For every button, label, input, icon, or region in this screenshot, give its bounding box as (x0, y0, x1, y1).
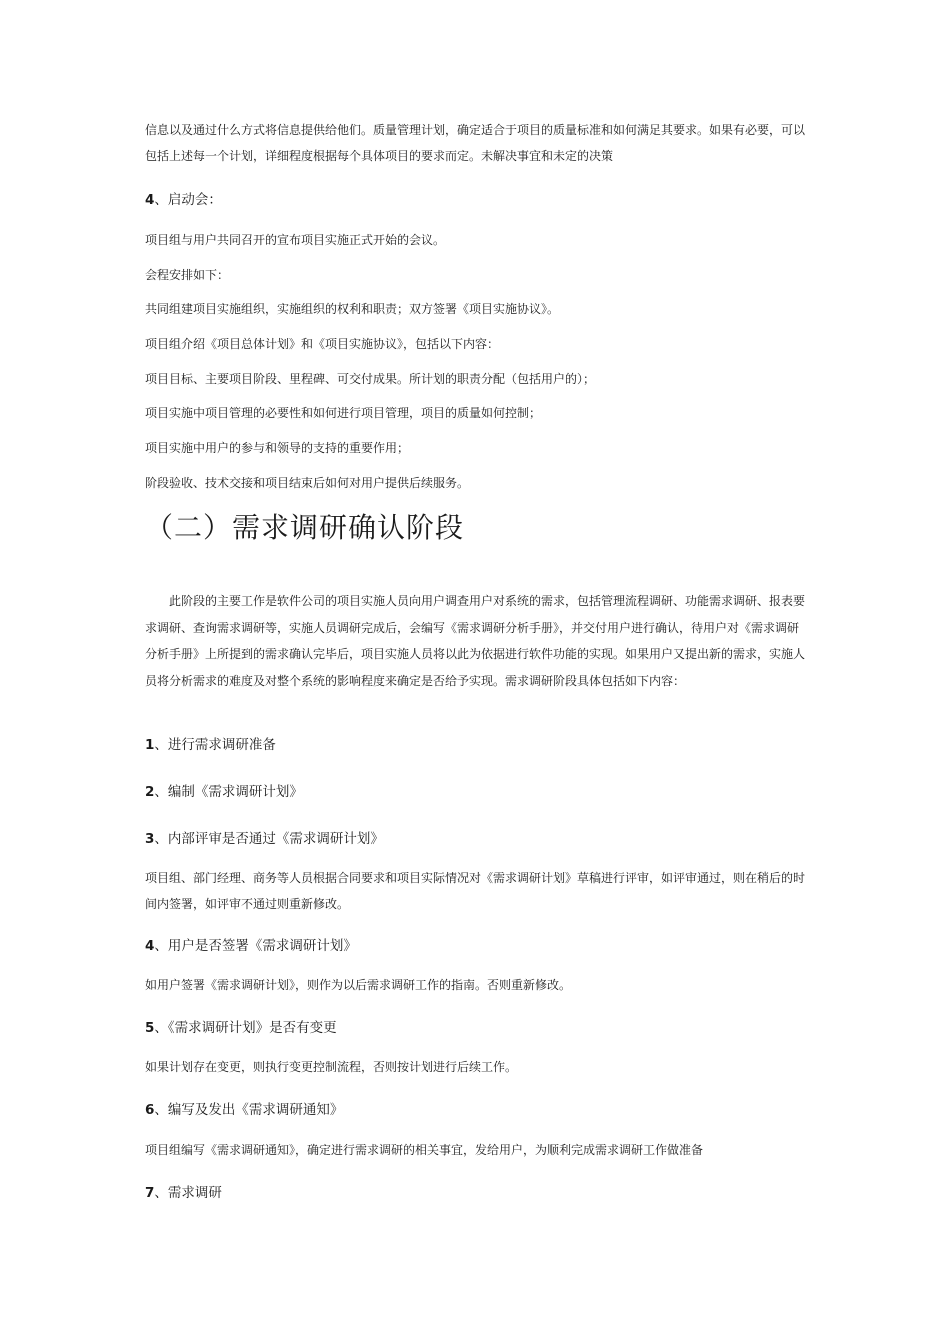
heading-number: 1 (145, 737, 155, 753)
heading-number: 4 (145, 938, 155, 954)
heading-text: 、需求调研 (154, 1185, 222, 1201)
kickoff-line: 项目实施中项目管理的必要性和如何进行项目管理，项目的质量如何控制； (145, 406, 542, 420)
item-description: 项目组、部门经理、商务等人员根据合同要求和项目实际情况对《需求调研计划》草稿进行评审，如评审通过，则在稍后的时间内签署，如评审不通过则重新修改。 (145, 871, 806, 911)
heading-number: 5 (145, 1020, 155, 1036)
item-heading (145, 829, 384, 849)
heading-text: 、编写及发出《需求调研通知》 (154, 1102, 344, 1118)
item-heading (145, 782, 303, 802)
heading-number: 6 (145, 1102, 155, 1118)
kickoff-line: 共同组建项目实施组织，实施组织的权利和职责；双方签署《项目实施协议》。 (145, 302, 560, 316)
heading-text: 、《需求调研计划》是否有变更 (154, 1020, 337, 1036)
heading-number: 2 (145, 784, 155, 800)
heading-text: 、内部评审是否通过《需求调研计划》 (154, 831, 384, 847)
item-heading (145, 936, 357, 956)
heading-text: 、编制《需求调研计划》 (154, 784, 303, 800)
kickoff-heading (145, 190, 222, 210)
heading-text: 、进行需求调研准备 (154, 737, 276, 753)
kickoff-line: 项目目标、主要项目阶段、里程碑、可交付成果。所计划的职责分配（包括用户的）； (145, 372, 596, 386)
section-intro-paragraph: 此阶段的主要工作是软件公司的项目实施人员向用户调查用户对系统的需求，包括管理流程调研、功能需求调研、报表要求调研、查询需求调研等，实施人员调研完成后，会编写《需求调研分析手册》，并交付用户进行确认，待用户对《需求调研分析手册》上所提到的需求确认完毕后，项目实施人员将以此为依据进行软件功能的实现。如果用户又提出新的需求，实施人员将分析需求的难度及对整个系统的影响程度来确定是否给予实现。需求调研阶段具体包括如下内容： (145, 594, 806, 688)
heading-number: 3 (145, 831, 155, 847)
section-title: （二）需求调研确认阶段 (145, 511, 465, 544)
item-heading (145, 1183, 222, 1203)
kickoff-line: 项目实施中用户的参与和领导的支持的重要作用； (145, 441, 410, 455)
item-heading (145, 1100, 343, 1120)
kickoff-line: 项目组与用户共同召开的宣布项目实施正式开始的会议。 (145, 233, 446, 247)
kickoff-line: 阶段验收、技术交接和项目结束后如何对用户提供后续服务。 (145, 476, 470, 490)
item-description: 如果计划存在变更，则执行变更控制流程，否则按计划进行后续工作。 (145, 1060, 518, 1074)
item-heading (145, 735, 276, 755)
item-description: 项目组编写《需求调研通知》，确定进行需求调研的相关事宜，发给用户，为顺利完成需求调研工作做准备 (145, 1143, 704, 1157)
heading-number: 4 (145, 192, 155, 208)
kickoff-line: 项目组介绍《项目总体计划》和《项目实施协议》，包括以下内容： (145, 337, 500, 351)
kickoff-line: 会程安排如下： (145, 268, 230, 282)
item-heading (145, 1018, 337, 1038)
heading-number: 7 (145, 1185, 155, 1201)
intro-paragraph: 信息以及通过什么方式将信息提供给他们。质量管理计划，确定适合于项目的质量标准和如何满足其要求。如果有必要，可以包括上述每一个计划，详细程度根据每个具体项目的要求而定。未解决事宜和未定的决策 (145, 123, 806, 163)
item-description: 如用户签署《需求调研计划》，则作为以后需求调研工作的指南。否则重新修改。 (145, 978, 572, 992)
heading-text: 、用户是否签署《需求调研计划》 (154, 938, 357, 954)
heading-text: 、启动会： (154, 192, 222, 208)
